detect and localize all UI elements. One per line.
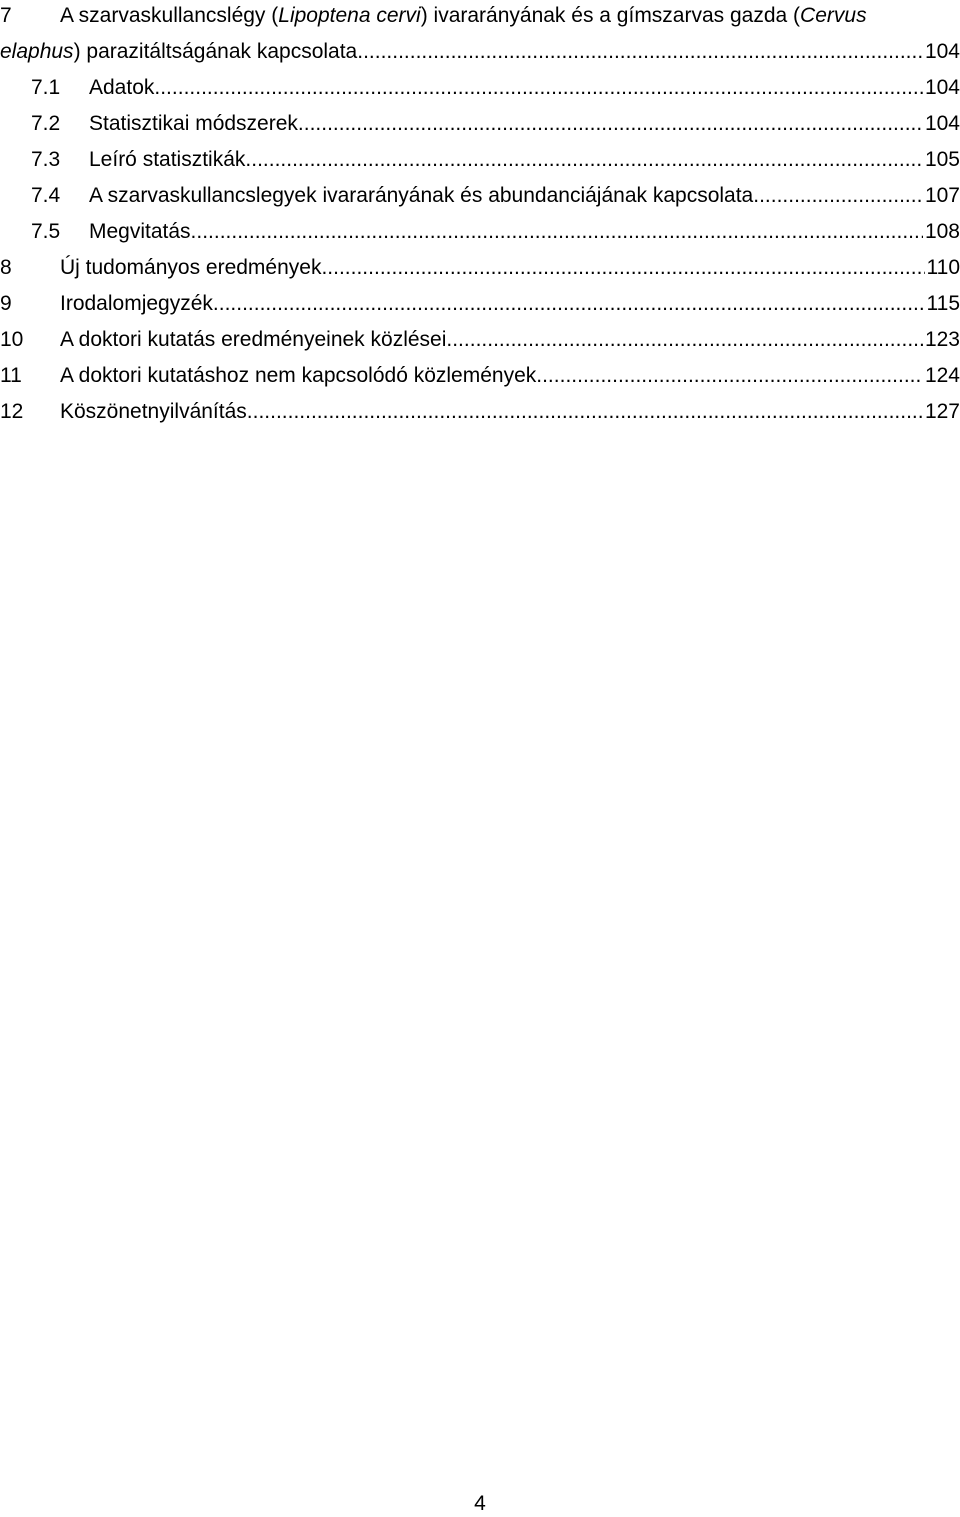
toc-entry-title: A szarvaskullancslegyek ivararányának és abundanciájának kapcsolata <box>89 184 754 207</box>
dot-leader <box>536 364 923 388</box>
page-footer-number: 4 <box>474 1492 486 1515</box>
toc-entry-number: 7.2 <box>31 112 61 135</box>
toc-entry-7-3[interactable] <box>0 148 960 184</box>
toc-page-number: 123 <box>924 328 960 351</box>
toc-entry-title: Adatok <box>89 76 155 99</box>
table-of-contents <box>0 0 960 432</box>
toc-page-number: 115 <box>926 292 960 315</box>
toc-entry-title: A doktori kutatáshoz nem kapcsolódó közlemények <box>60 364 537 387</box>
toc-entry-9[interactable] <box>0 292 960 328</box>
toc-entry-title-line1: A szarvaskullancslégy (Lipoptena cervi) ivararányának és a gímszarvas gazda (Cervus <box>60 4 867 27</box>
toc-entry-7-5[interactable] <box>0 220 960 256</box>
toc-page-number: 124 <box>924 364 960 387</box>
dot-leader <box>753 184 923 208</box>
toc-entry-number: 7 <box>0 4 12 27</box>
toc-entry-7-2[interactable] <box>0 112 960 148</box>
toc-entry-title: Megvitatás <box>89 220 191 243</box>
dot-leader <box>247 400 923 424</box>
dot-leader <box>191 220 923 244</box>
toc-entry-title: A doktori kutatás eredményeinek közlései <box>60 328 447 351</box>
toc-entry-title: Köszönetnyilvánítás <box>60 400 247 423</box>
toc-entry-10[interactable] <box>0 328 960 364</box>
toc-page-number: 110 <box>926 256 960 279</box>
toc-entry-title: Leíró statisztikák <box>89 148 246 171</box>
dot-leader <box>298 112 923 136</box>
dot-leader <box>245 148 923 172</box>
toc-entry-number: 9 <box>0 292 12 315</box>
toc-entry-7-4[interactable] <box>0 184 960 220</box>
dot-leader <box>357 40 923 64</box>
toc-entry-number: 7.4 <box>31 184 61 207</box>
dot-leader <box>446 328 923 352</box>
toc-entry-12[interactable] <box>0 400 960 436</box>
toc-page-number: 108 <box>924 220 960 243</box>
toc-entry-title: Irodalomjegyzék <box>60 292 213 315</box>
toc-page-number: 104 <box>924 40 960 63</box>
toc-entry-7[interactable] <box>0 4 960 76</box>
toc-page-number: 104 <box>924 112 960 135</box>
toc-entry-number: 12 <box>0 400 24 423</box>
dot-leader <box>154 76 923 100</box>
toc-entry-11[interactable] <box>0 364 960 400</box>
toc-entry-number: 7.1 <box>31 76 61 99</box>
dot-leader <box>213 292 925 316</box>
toc-page-number: 127 <box>924 400 960 423</box>
toc-entry-8[interactable] <box>0 256 960 292</box>
toc-page-number: 105 <box>924 148 960 171</box>
toc-page-number: 104 <box>924 76 960 99</box>
toc-page-number: 107 <box>924 184 960 207</box>
toc-entry-title: Új tudományos eredmények <box>60 256 322 279</box>
toc-entry-number: 8 <box>0 256 12 279</box>
toc-entry-number: 7.3 <box>31 148 61 171</box>
toc-entry-title: Statisztikai módszerek <box>89 112 298 135</box>
toc-entry-7-1[interactable] <box>0 76 960 112</box>
toc-entry-number: 7.5 <box>31 220 61 243</box>
toc-entry-number: 11 <box>0 364 22 387</box>
dot-leader <box>321 256 924 280</box>
toc-entry-number: 10 <box>0 328 24 351</box>
toc-entry-title-line2: elaphus) parazitáltságának kapcsolata ..... 104 <box>0 40 960 64</box>
